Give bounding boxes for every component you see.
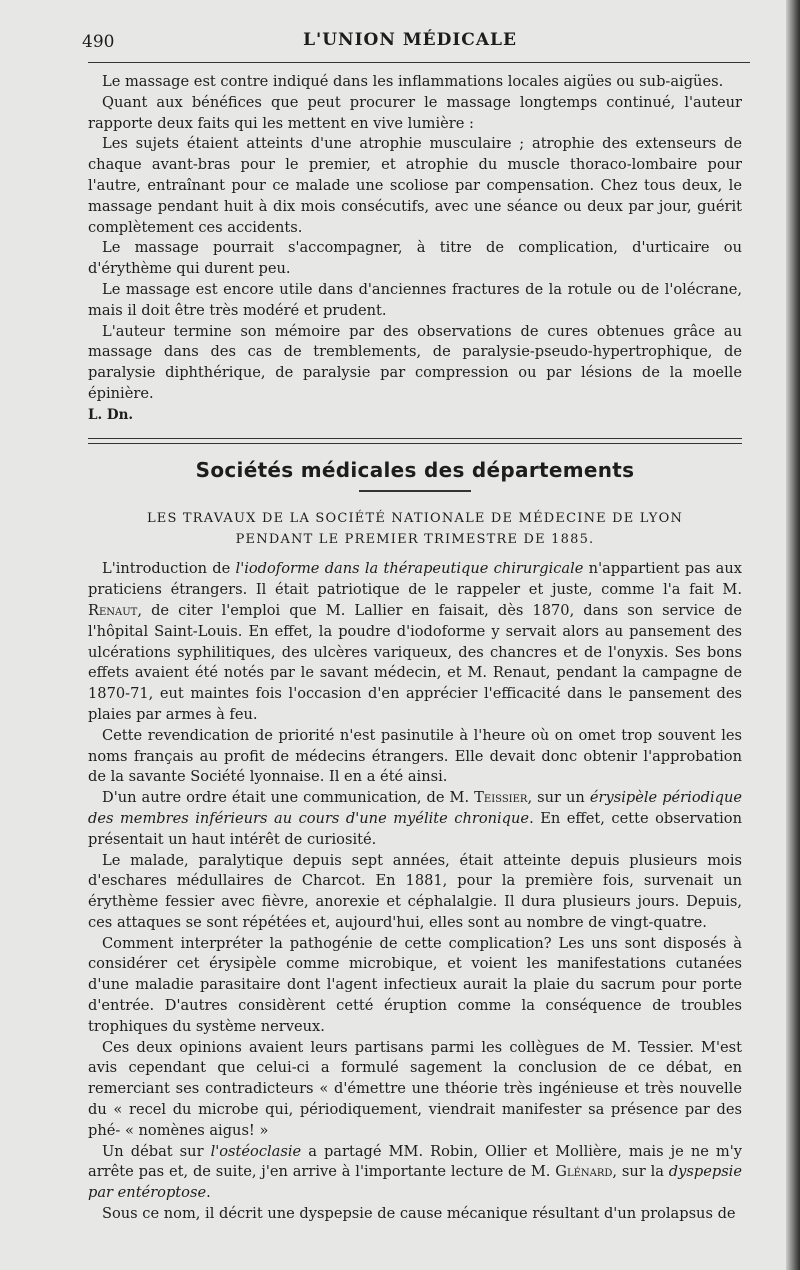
page-edge-shadow — [786, 0, 800, 1270]
italic-phrase: érysipèle périodique des membres inférieurs au cours d'une myélite chronique — [88, 789, 743, 827]
paragraph: Le massage est contre indiqué dans les inflammations locales aigües ou sub-aigües. — [102, 73, 724, 90]
paragraph: Les sujets étaient atteints d'une atrophie musculaire ; atrophie des extenseurs de chaque avant-bras pour le premier, et atrophie du muscle thoraco-lombaire pour l'autre, entraînant pour ce malade une scoliose par compensation. Chez tous deux, le massage pendant huit à dix mois consécutifs, avec une séance ou deux par jour, guérit complètement ces accidents. — [88, 135, 742, 236]
page-header — [80, 30, 740, 56]
author-signature: L. Dn. — [88, 406, 134, 423]
paragraph: D'un autre ordre était une communication, de M. Teissier, sur un érysipèle périodique des membres inférieurs au cours d'une myélite chronique. En effet, cette observation présentait un haut intérêt de curiosité. — [88, 789, 743, 848]
title-rule — [359, 490, 471, 492]
paragraph: Sous ce nom, il décrit une dyspepsie de cause mécanique résultant d'un prolapsus de — [102, 1205, 736, 1223]
paragraph: L'introduction de l'iodoforme dans la thérapeutique chirurgicale n'appartient pas aux praticiens étrangers. Il était patriotique de le rappeler et juste, comme l'a fait M. Renaut, de citer l'emploi que M. Lallier en faisait, dès 1870, dans son service de l'hôpital Saint-Louis. En effet, la poudre d'iodoforme y servait alors au pansement des ulcérations syphilitiques, des ulcères variqueux, des chancres et de l'onyxis. Ses bons effets avaient été notés par le savant médecin, et M. Renaut, pendant la campagne de 1870-71, eut maintes fois l'occasion d'en apprécier l'efficacité dans le pansement des plaies par armes à feu. — [88, 560, 742, 723]
subtitle-line-2: PENDANT LE PREMIER TRIMESTRE DE 1885. — [235, 532, 595, 548]
italic-phrase: dyspepsie par entéroptose — [88, 1163, 742, 1202]
page-content — [88, 72, 742, 1225]
header-rule — [88, 62, 750, 63]
paragraph: Quant aux bénéfices que peut procurer le massage longtemps continué, l'auteur rapporte deux faits qui les mettent en vive lumière : — [88, 93, 742, 132]
paragraph: Le massage est encore utile dans d'anciennes fractures de la rotule ou de l'olécrane, mais il doit être très modéré et prudent. — [88, 280, 742, 319]
paragraph: L'auteur termine son mémoire par des observations de cures obtenues grâce au massage dans des cas de tremblements, de paralysie-pseudo-hypertrophique, de paralysie diphthérique, de paralysie par compression ou par lésions de la moelle épinière. — [88, 322, 742, 402]
page-number: 490 — [82, 32, 115, 52]
paragraph: Comment interpréter la pathogénie de cette complication? Les uns sont disposés à considérer cet érysipèle comme microbique, et voient les manifestations cutanées d'une maladie parasitaire dont l'agent infectieux aurait la plaie du sacrum pour porte d'entrée. D'autres considèrent cetté éruption comme la conséquence de troubles trophiques du système nerveux. — [88, 934, 742, 1035]
author-name: Glénard — [555, 1163, 613, 1181]
paragraph: Le massage pourrait s'accompagner, à titre de complication, d'urticaire ou d'érythème qui durent peu. — [88, 239, 742, 278]
paragraph: Cette revendication de priorité n'est pasinutile à l'heure où on omet trop souvent les noms français au profit de médecins étrangers. Elle devait donc obtenir l'approbation de la savante Société lyonnaise. Il en a été ainsi. — [88, 726, 742, 786]
italic-phrase: l'ostéoclasie — [210, 1142, 302, 1160]
running-title: L'UNION MÉDICALE — [303, 30, 517, 50]
subtitle-line-1: LES TRAVAUX DE LA SOCIÉTÉ NATIONALE DE MÉDECINE DE LYON — [146, 511, 684, 527]
author-name: Renaut — [88, 601, 138, 619]
article-subtitle — [88, 508, 742, 550]
paragraph: Un débat sur l'ostéoclasie a partagé MM. Robin, Ollier et Mollière, mais je ne m'y arrête pas et, de suite, j'en arrive à l'importante lecture de M. Glénard, sur la dyspepsie par entéroptose. — [88, 1142, 742, 1202]
paragraph: Le malade, paralytique depuis sept années, était atteinte depuis plusieurs mois d'eschares médullaires de Charcot. En 1881, pour la première fois, survenait un érythème fessier avec fièvre, anorexie et céphalalgie. Il dura plusieurs jours. Depuis, ces attaques se sont répétées et, aujourd'hui, elles sont au nombre de vingt-quatre. — [88, 851, 742, 931]
section-separator — [88, 438, 742, 444]
paragraph: Ces deux opinions avaient leurs partisans parmi les collègues de M. Tessier. M'est avis cependant que celui-ci a formulé sagement la conclusion de ce débat, en remerciant ses contradicteurs « d'émettre une théorie très ingénieuse et très nouvelle du « recel du microbe qui, périodiquement, viendrait manifester sa présence par des phé- « nomènes aigus! » — [88, 1038, 742, 1139]
author-name: Teissier — [474, 789, 528, 807]
italic-phrase: l'iodoforme dans la thérapeutique chirurgicale — [235, 560, 584, 578]
section-title: Sociétés médicales des départements — [195, 457, 635, 482]
